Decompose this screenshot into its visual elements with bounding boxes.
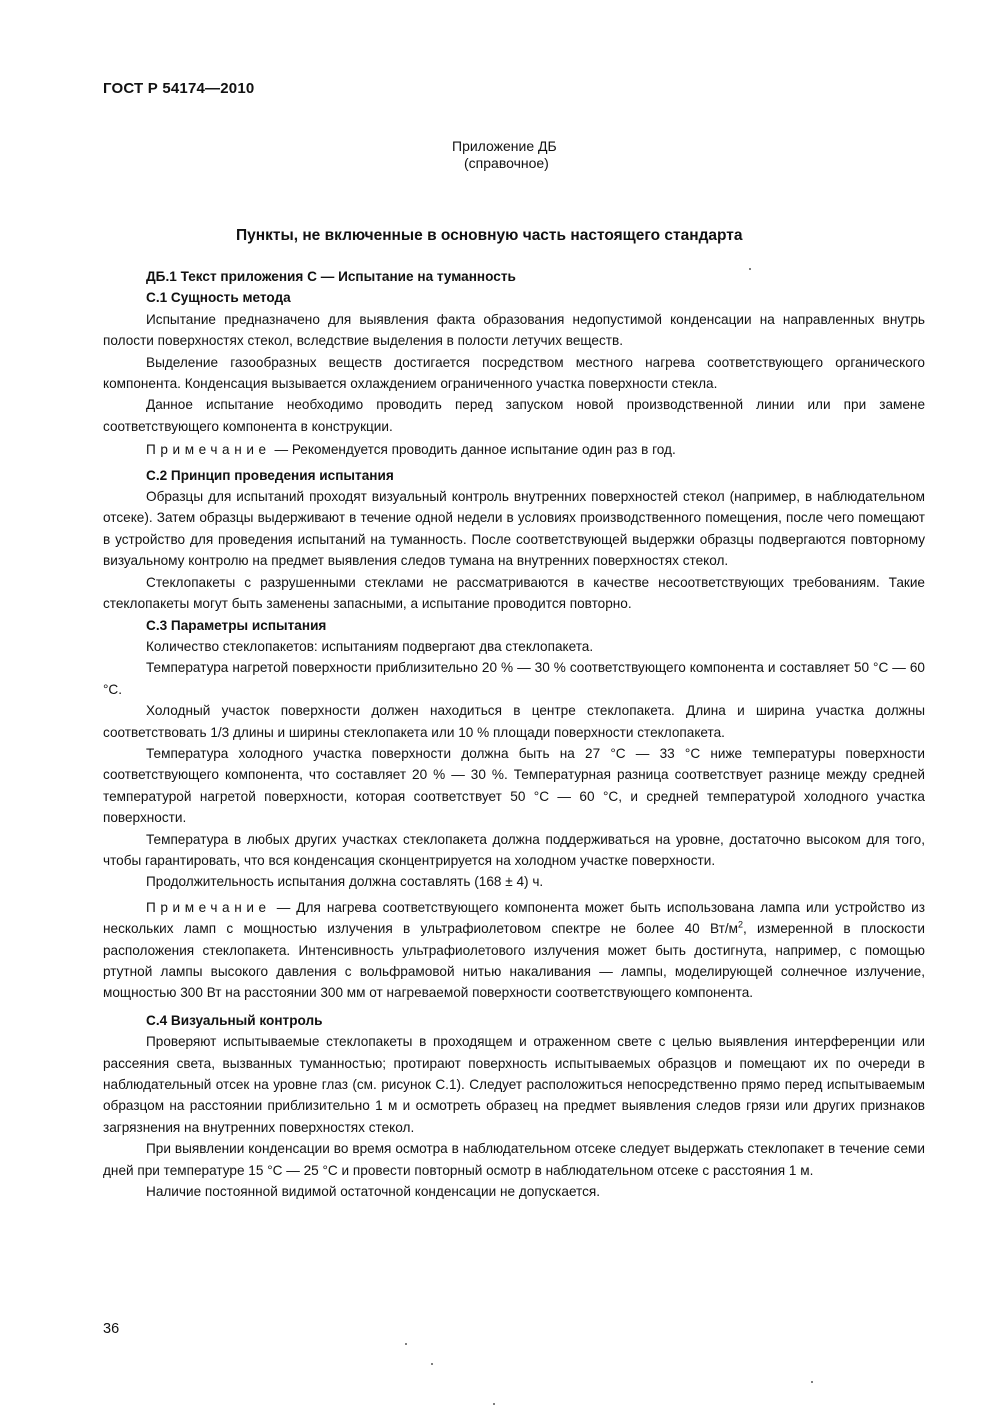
scan-speck	[749, 268, 751, 270]
note-text: — Рекомендуется проводить данное испытание один раз в год.	[270, 442, 676, 458]
note-text-part2: , измеренной в плоскости расположения стеклопакета. Интенсивность ультрафиолетового излучения может быть достигнута, например, с помощью ртутной лампы высокого давления с вольфрамовой нитью накаливания — лампы, моделирующей солнечное излучение, мощностью 300 Вт на расстоянии 300 мм от нагреваемой поверхности соответствующего компонента.	[103, 921, 925, 1001]
scan-speck	[405, 1343, 407, 1345]
page-number: 36	[103, 1321, 120, 1337]
section-c1-heading: С.1 Сущность метода	[146, 290, 291, 306]
note-paragraph	[103, 439, 925, 460]
section-c4-heading: С.4 Визуальный контроль	[146, 1012, 323, 1028]
paragraph: Выделение газообразных веществ достигается посредством местного нагрева соответствующего органического компонента. Конденсация вызывается охлаждением ограниченного участка поверхности стекла.	[103, 354, 925, 392]
paragraph: При выявлении конденсации во время осмотра в наблюдательном отсеке следует выдержать стеклопакет в течение семи дней при температуре 15 °С — 25 °С и провести повторный осмотр в наблюдательном отсеке с расстояния 1 м.	[103, 1141, 925, 1178]
scan-speck	[493, 1403, 495, 1405]
section-db1-heading: ДБ.1 Текст приложения С — Испытание на туманность	[146, 269, 516, 284]
superscript: 2	[737, 919, 743, 930]
scan-speck	[431, 1363, 433, 1365]
paragraph: Количество стеклопакетов: испытаниям подвергают два стеклопакета.	[146, 638, 594, 654]
note-label: Примечание	[146, 899, 271, 915]
note-text-part1: — Для нагрева соответствующего компонента может быть использована лампа или устройство из нескольких ламп с мощностью излучения в ультрафиолетовом спектре не более 40 Вт/м	[103, 899, 925, 937]
document-body	[103, 266, 925, 1202]
standard-code-header: ГОСТ Р 54174—2010	[103, 80, 255, 97]
paragraph: Стеклопакеты с разрушенными стеклами не рассматриваются в качестве несоответствующих требованиям. Такие стеклопакеты могут быть заменены запасными, а испытание проводится повторно.	[103, 574, 925, 612]
paragraph: Данное испытание необходимо проводить перед запуском новой производственной линии или при замене соответствующего компонента в конструкции.	[103, 397, 925, 434]
paragraph: Холодный участок поверхности должен находиться в центре стеклопакета. Длина и ширина участка должны соответствовать 1/3 длины и ширины стеклопакета или 10 % площади поверхности стеклопакета.	[103, 703, 925, 740]
document-title: Пункты, не включенные в основную часть настоящего стандарта	[236, 227, 743, 244]
section-c3-heading: С.3 Параметры испытания	[146, 617, 327, 633]
paragraph: Продолжительность испытания должна составлять (168 ± 4) ч.	[146, 874, 544, 890]
paragraph: Температура в любых других участках стеклопакета должна поддерживаться на уровне, достаточно высоком для того, чтобы гарантировать, что вся конденсация сконцентрируется на холодном участке поверхности.	[103, 831, 925, 868]
note-label: Примечание	[146, 442, 271, 458]
section-c2-heading: С.2 Принцип проведения испытания	[146, 467, 394, 483]
paragraph: Наличие постоянной видимой остаточной конденсации не допускается.	[146, 1184, 601, 1200]
appendix-title: Приложение ДБ	[452, 138, 557, 154]
paragraph: Температура холодного участка поверхности должна быть на 27 °С — 33 °С ниже температуры поверхности соответствующего компонента, что составляет 20 % — 30 %. Температурная разница соответствует разнице между средней температурой нагретой поверхности, которая соответствует 50 °С — 60 °С, и средней температурой холодного участка поверхности.	[103, 745, 925, 826]
paragraph: Образцы для испытаний проходят визуальный контроль внутренних поверхностей стекол (например, в наблюдательном отсеке). Затем образцы выдерживают в течение одной недели в условиях производственного помещения, после чего помещают в устройство для проведения испытаний на туманность. После соответствующей выдержки образцы подвергаются повторному визуальному контролю на предмет выявления следов тумана на внутренних поверхностях стекол.	[103, 489, 925, 569]
paragraph: Испытание предназначено для выявления факта образования недопустимой конденсации на направленных внутрь полости поверхностях стекол, вследствие выделения в полости летучих веществ.	[103, 311, 925, 349]
scan-speck	[811, 1381, 813, 1383]
paragraph: Температура нагретой поверхности приблизительно 20 % — 30 % соответствующего компонента и составляет 50 °С — 60 °С.	[103, 660, 925, 697]
paragraph: Проверяют испытываемые стеклопакеты в проходящем и отраженном свете с целью выявления интерференции или рассеяния света, вызванных туманностью; протирают поверхность испытываемых образцов и помещают их по очереди в наблюдательный отсек на уровне глаз (см. рисунок С.1). Следует расположиться непосредственно прямо перед испытываемым образцом на расстоянии приблизительно 1 м и осмотреть образец на предмет выявления следов грязи или других признаков загрязнения на внутренних поверхностях стекол.	[103, 1034, 925, 1135]
note-paragraph	[103, 897, 925, 1004]
appendix-subtitle: (справочное)	[464, 155, 549, 171]
